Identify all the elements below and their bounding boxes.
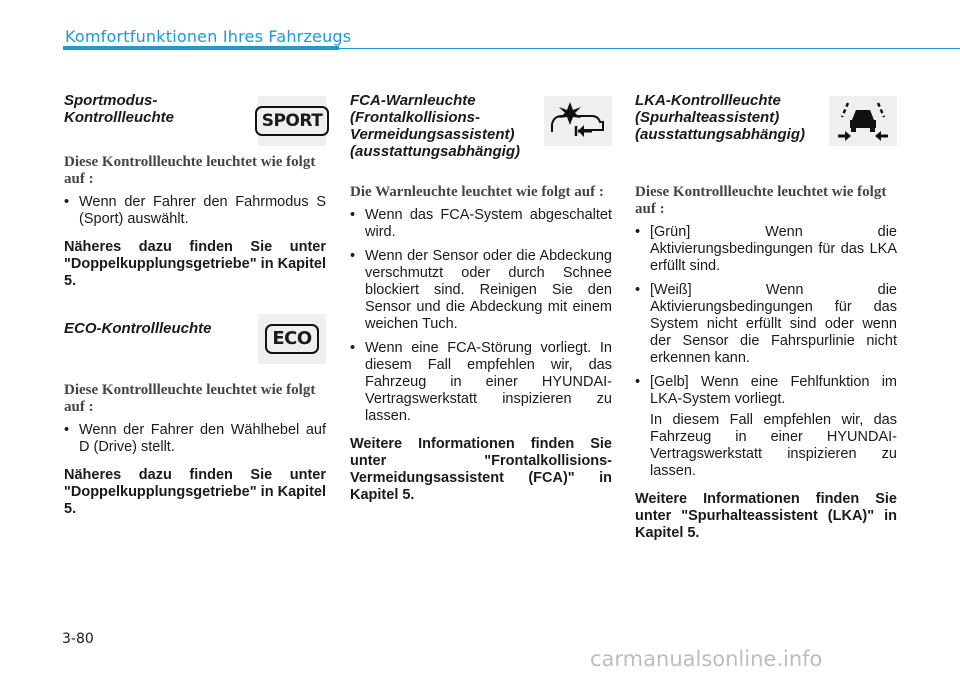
eco-bullets bbox=[64, 422, 326, 456]
eco-title: ECO-Kontrollleuchte bbox=[64, 320, 212, 337]
page-number: 3-80 bbox=[62, 631, 94, 647]
section-header: Komfortfunktionen Ihres Fahrzeugs bbox=[65, 27, 352, 46]
lka-bullets bbox=[635, 224, 897, 408]
lka-title: LKA-Kontrollleuchte (Spurhalteassistent) (ausstattungsabhängig) bbox=[635, 92, 806, 143]
fca-warning-icon bbox=[544, 96, 612, 146]
lka-section-head bbox=[635, 92, 897, 176]
column-left bbox=[64, 92, 326, 518]
sport-intro: Diese Kontrollleuchte leuchtet wie folgt auf : bbox=[64, 154, 316, 187]
list-item: • [Gelb] Wenn eine Fehlfunktion im LKA-System vorliegt. bbox=[635, 374, 897, 408]
lka-intro: Diese Kontrollleuchte leuchtet wie folgt auf : bbox=[635, 184, 887, 217]
lka-note: Weitere Informationen finden Sie unter "Spurhalteassistent (LKA)" in Kapitel 5. bbox=[635, 491, 897, 541]
list-item: • Wenn der Fahrer den Fahrmodus S (Sport) auswählt. bbox=[64, 194, 326, 228]
fca-section-head bbox=[350, 92, 612, 176]
header-rule-thin bbox=[339, 48, 960, 49]
list-item: • [Weiß] Wenn die Aktivierungsbedingungen für das System nicht erfüllt sind oder wenn der Sensor die Fahrspurlinie nicht erkennen kann. bbox=[635, 282, 897, 367]
sport-note: Näheres dazu finden Sie unter "Doppelkupplungsgetriebe" in Kapitel 5. bbox=[64, 239, 326, 289]
eco-note: Näheres dazu finden Sie unter "Doppelkupplungsgetriebe" in Kapitel 5. bbox=[64, 467, 326, 517]
fca-bullets bbox=[350, 207, 612, 425]
fca-intro: Die Warnleuchte leuchtet wie folgt auf : bbox=[350, 184, 604, 200]
list-item: • Wenn der Fahrer den Wählhebel auf D (Drive) stellt. bbox=[64, 422, 326, 456]
list-item: • Wenn der Sensor oder die Abdeckung verschmutzt oder durch Schnee blockiert sind. Reinigen Sie den Sensor und die Abdeckung mit einem weichen Tuch. bbox=[350, 248, 612, 333]
lka-indicator-icon bbox=[829, 96, 897, 146]
list-item: • [Grün] Wenn die Aktivierungsbedingungen für das LKA erfüllt sind. bbox=[635, 224, 897, 275]
watermark: carmanualsonline.info bbox=[590, 647, 823, 671]
eco-section-head bbox=[64, 320, 326, 372]
column-middle bbox=[350, 92, 612, 504]
column-right bbox=[635, 92, 897, 542]
sport-icon bbox=[258, 96, 326, 146]
list-item: • Wenn eine FCA-Störung vorliegt. In diesem Fall empfehlen wir, das Fahrzeug in einer HYUNDAI-Vertragswerkstatt inspizieren zu lassen. bbox=[350, 340, 612, 425]
sport-title: Sportmodus- Kontrollleuchte bbox=[64, 92, 175, 126]
header-rule-thick bbox=[63, 46, 339, 50]
sport-icon-label: SPORT bbox=[255, 106, 330, 136]
fca-note: Weitere Informationen finden Sie unter "Frontalkollisions-Vermeidungsassistent (FCA)" in Kapitel 5. bbox=[350, 436, 612, 503]
sport-bullets bbox=[64, 194, 326, 228]
lka-subpara: In diesem Fall empfehlen wir, das Fahrzeug in einer HYUNDAI-Vertragswerkstatt inspizieren zu lassen. bbox=[650, 412, 897, 479]
sport-section-head bbox=[64, 92, 326, 144]
list-item: • Wenn das FCA-System abgeschaltet wird. bbox=[350, 207, 612, 241]
fca-title: FCA-Warnleuchte (Frontalkollisions-Vermeidungsassistent) (ausstattungsabhängig) bbox=[350, 92, 521, 160]
eco-intro: Diese Kontrollleuchte leuchtet wie folgt auf : bbox=[64, 382, 316, 415]
eco-icon-label: ECO bbox=[265, 324, 318, 354]
eco-icon bbox=[258, 314, 326, 364]
